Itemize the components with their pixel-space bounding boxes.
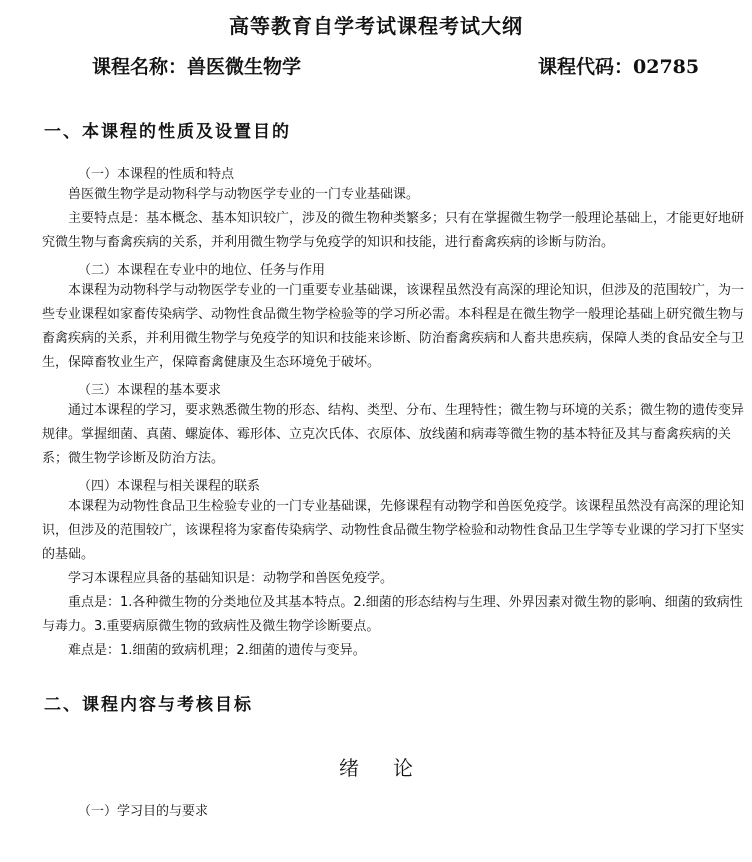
paragraph-1-3-a: 通过本课程的学习，要求熟悉微生物的形态、结构、类型、分布、生理特性；微生物与环境的关系；微生物的遗传变异规律。掌握细菌、真菌、螺旋体、霉形体、立克次氏体、衣原体、放线菌和病毒等微生物的基本特征及其与畜禽疾病的关系；微生物学诊断及防治方法。	[42, 403, 745, 466]
subsection-1-3-heading: （三）本课程的基本要求	[78, 383, 222, 398]
paragraph-1-4-a: 本课程为动物性食品卫生检验专业的一门专业基础课，先修课程有动物学和兽医免疫学。该课程虽然没有高深的理论知识，但涉及的范围较广，该课程将为家畜传染病学、动物性食品微生物学检验和动物性食品卫生学等专业课的学习打下坚实的基础。	[42, 499, 745, 562]
subsection-1-4-heading: （四）本课程与相关课程的联系	[78, 479, 261, 494]
document-title: 高等教育自学考试课程考试大纲	[229, 14, 523, 38]
subsection-1-1-heading: （一）本课程的性质和特点	[78, 167, 235, 182]
course-code: 课程代码：02785	[538, 56, 700, 78]
paragraph-1-4-c: 重点是：1.各种微生物的分类地位及其基本特点。2.细菌的形态结构与生理、外界因素对微生物的影响、细菌的致病性与毒力。3.重要病原微生物的致病性及微生物学诊断要点。	[42, 595, 743, 634]
section-2-heading: 二、课程内容与考核目标	[44, 695, 253, 715]
subsection-2-1-heading: （一）学习目的与要求	[78, 804, 209, 819]
subsection-1-2-heading: （二）本课程在专业中的地位、任务与作用	[78, 263, 326, 278]
course-name: 课程名称：兽医微生物学	[92, 56, 302, 78]
paragraph-1-4-b: 学习本课程应具备的基础知识是：动物学和兽医免疫学。	[68, 571, 394, 586]
paragraph-1-2-a: 本课程为动物科学与动物医学专业的一门重要专业基础课，该课程虽然没有高深的理论知识，但涉及的范围较广，为一些专业课程如家畜传染病学、动物性食品微生物学检验等的学习所必需。本科程是在微生物学一般理论基础上研究微生物与畜禽疾病的关系，并利用微生物学与免疫学的知识和技能来诊断、防治畜禽疾病和人畜共患疾病，保障人类的食品安全与卫生，保障畜牧业生产，保障畜禽健康及生态环境免于破坏。	[42, 283, 745, 370]
paragraph-1-4-d: 难点是：1.细菌的致病机理；2.细菌的遗传与变异。	[68, 643, 366, 658]
chapter-title: 绪论	[339, 756, 447, 780]
paragraph-1-1-a: 兽医微生物学是动物科学与动物医学专业的一门专业基础课。	[68, 187, 420, 202]
paragraph-1-1-b: 主要特点是：基本概念、基本知识较广，涉及的微生物种类繁多；只有在掌握微生物学一般理论基础上，才能更好地研究微生物与畜禽疾病的关系，并利用微生物学与免疫学的知识和技能，进行畜禽疾病的诊断与防治。	[42, 211, 745, 250]
section-1-heading: 一、本课程的性质及设置目的	[44, 122, 291, 142]
